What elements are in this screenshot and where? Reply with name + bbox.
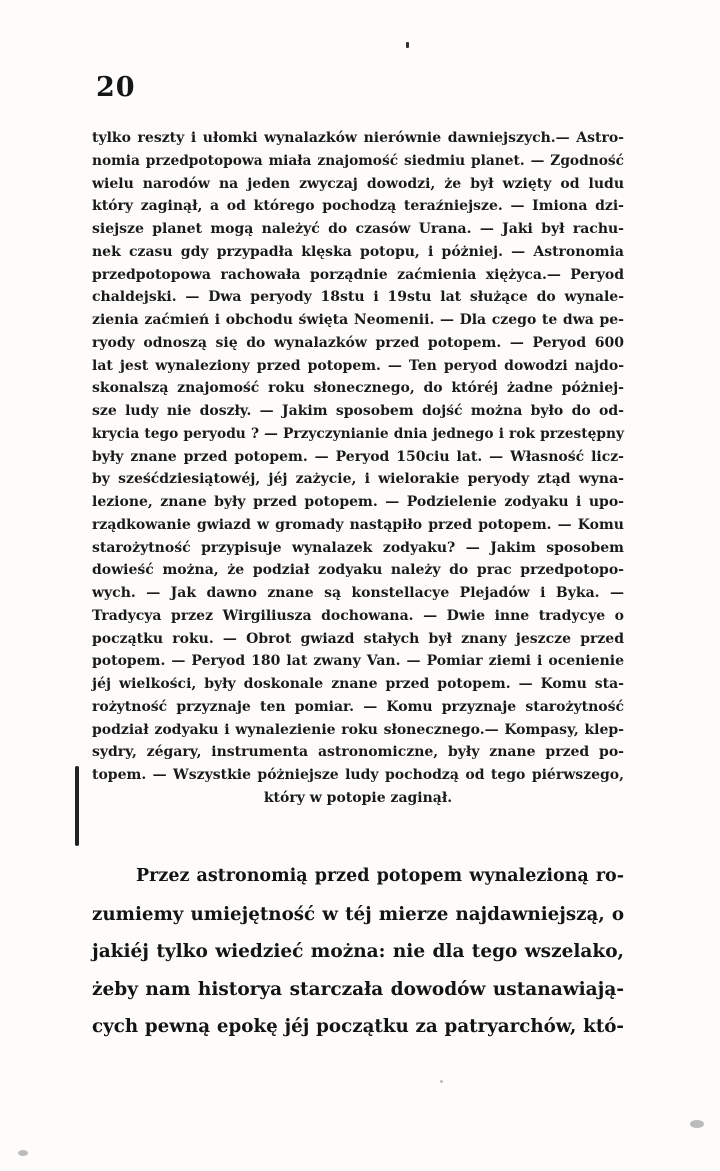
summary-line: potopem. — Peryod 180 lat zwany Van. — Pomiar ziemi i ocenienie [92,653,624,670]
summary-line: nomia przedpotopowa miała znajomość siedmiu planet. — Zgodność [92,152,624,169]
summary-line: ryody odnoszą się do wynalazków przed potopem. — Peryod 600 [92,334,624,351]
summary-line: wych. — Jak dawno znane są konstellacye Plejadów i Byka. — [92,585,624,601]
summary-line: krycia tego peryodu ? — Przyczynianie dnia jednego i rok przestępny [92,425,624,442]
chapter-summary [92,127,624,810]
summary-line: chaldejski. — Dwa peryody 18stu i 19stu lat służące do wynale- [92,289,624,306]
ink-mark [406,42,409,48]
summary-line: sydry, zégary, instrumenta astronomiczne, były znane przed po- [92,744,624,761]
summary-line: zienia zaćmień i obchodu święta Neomenii. — Dla czego te dwa pe- [92,312,624,328]
body-line: Przez astronomią przed potopem wynalezioną ro- [136,866,624,886]
summary-line: wielu narodów na jeden zwyczaj dowodzi, że był wzięty od ludu [92,175,624,192]
summary-line: topem. — Wszystkie póżniejsze ludy pochodzą od tego piérwszego, [92,767,624,783]
summary-line: lezione, znane były przed potopem. — Podzielenie zodyaku i upo- [92,494,624,510]
summary-line: dowieść można, że podział zodyaku należy do prac przedpotopo- [92,562,624,579]
summary-line: siejsze planet mogą należyć do czasów Urana. — Jaki był rachu- [92,221,624,237]
summary-line: przedpotopowa rachowała porządnie zaćmienia xiężyca.— Peryod [92,266,624,283]
summary-line: Tradycya przez Wirgiliusza dochowana. — Dwie inne tradycye o [92,607,624,624]
summary-line: podział zodyaku i wynalezienie roku słonecznego.— Kompasy, klep- [92,721,624,738]
summary-line: lat jest wynaleziony przed potopem. — Ten peryod dowodzi najdo- [92,357,624,374]
summary-line: skonalszą znajomość roku słonecznego, do któréj żadne póżniej- [92,380,624,397]
page-number: 20 [96,72,136,103]
summary-line: początku roku. — Obrot gwiazd stałych był znany jeszcze przed [92,630,624,647]
paper-speck [690,1120,704,1128]
summary-line: rządkowanie gwiazd w gromady nastąpiło przed potopem. — Komu [92,516,624,533]
body-line: cych pewną epokę jéj początku za patryarchów, któ- [92,1016,624,1037]
summary-line: były znane przed potopem. — Peryod 150ciu lat. — Własność licz- [92,448,624,465]
summary-line: jéj wielkości, były doskonale znane przed potopem. — Komu sta- [92,676,624,692]
body-line: zumiemy umiejętność w téj mierze najdawniejszą, o [92,903,624,925]
margin-mark [75,766,79,846]
summary-line: tylko reszty i ułomki wynalazków nierównie dawniejszych.— Astro- [92,130,624,146]
summary-line: starożytność przypisuje wynalazek zodyaku? — Jakim sposobem [92,539,624,556]
summary-line: nek czasu gdy przypadła klęska potopu, i póżniej. — Astronomia [92,243,624,260]
paper-speck [18,1150,28,1156]
summary-line: by sześćdziesiątowéj, jéj zażycie, i wielorakie peryody ztąd wyna- [92,471,624,488]
body-paragraph [92,858,624,1046]
summary-line: który zaginął, a od którego pochodzą teraźniejsze. — Imiona dzi- [92,198,624,215]
summary-line: rożytność przyznaje ten pomiar. — Komu przyznaje starożytność [92,698,624,715]
summary-line: który w potopie zaginął. [263,789,453,806]
body-line: żeby nam historya starczała dowodów ustanawiają- [92,978,624,1000]
paper-speck [440,1080,443,1083]
body-line: jakiéj tylko wiedzieć można: nie dla tego wszelako, [92,941,624,962]
summary-line: sze ludy nie doszły. — Jakim sposobem dojść można było do od- [92,403,624,419]
